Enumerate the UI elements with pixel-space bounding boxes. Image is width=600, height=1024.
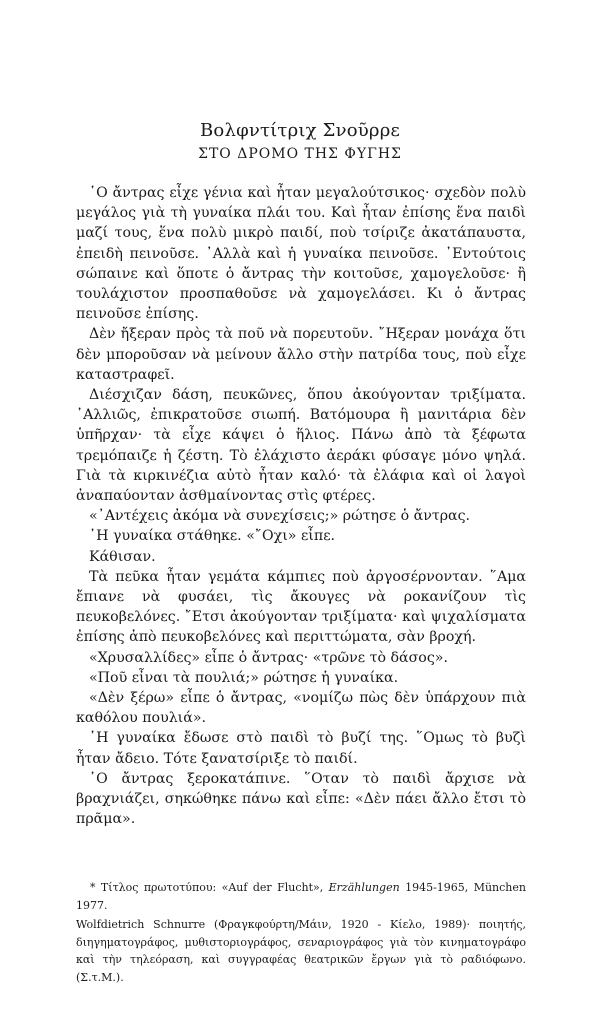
footnotes xyxy=(76,879,526,986)
paragraph: ῾Η γυναίκα ἔδωσε στὸ παιδὶ τὸ βυζί της. ῞Ομως τὸ βυζὶ ἦταν ἄδειο. Τότε ξανατσίριξε τὸ παιδί. xyxy=(76,730,526,767)
paragraph: «Δὲν ξέρω» εἶπε ὁ ἄντρας, «νομίζω πὼς δὲν ὑπάρχουν πιὰ καθόλου πουλιά». xyxy=(76,690,526,727)
paragraph: ῾Ο ἄντρας ξεροκατάπινε. ῞Οταν τὸ παιδὶ ἄρχισε νὰ βραχνιάζει, σηκώθηκε πάνω καὶ εἶπε: «Δὲν πάει ἄλλο ἔτσι τὸ πρᾶμα». xyxy=(76,770,526,828)
author-name: Βολφντίτριχ Σνοῦρρε xyxy=(200,120,400,141)
paragraph: ῾Ο ἄντρας εἶχε γένια καὶ ἦταν μεγαλούτσικος· σχεδὸν πολὺ μεγάλος γιὰ τὴ γυναίκα πλάι του. Καὶ ἦταν ἐπίσης ἕνα παιδὶ μαζί τους, ἕνα πολὺ μικρὸ παιδί, ποὺ τσίριζε ἀκατάπαυστα, ἐπειδὴ πεινοῦσε. ᾿Αλλὰ καὶ ἡ γυναίκα πεινοῦσε. ᾿Εντούτοις σώπαινε καὶ ὅποτε ὁ ἄντρας τὴν κοιτοῦσε, χαμογελοῦσε· ἢ τουλάχιστον προσπαθοῦσε νὰ χαμογελάσει. Κι ὁ ἄντρας πεινοῦσε ἐπίσης. xyxy=(76,185,526,323)
paragraph: Κάθισαν. xyxy=(89,548,156,565)
paragraph: Διέσχιζαν δάση, πευκῶνες, ὅπου ἀκούγονταν τριξίματα. ᾿Αλλιῶς, ἐπικρατοῦσε σιωπή. Βατόμουρα ἢ μανιτάρια δὲν ὑπῆρχαν· τὰ εἶχε κάψει ὁ ἥλιος. Πάνω ἀπὸ τὰ ξέφωτα τρεμόπαιζε ἡ ζέστη. Τὸ ἐλάχιστο ἀεράκι φύσαγε μόνο ψηλά. Γιὰ τὰ κιρκινέζια αὐτὸ ἦταν καλό· τὰ ἐλάφια καὶ οἱ λαγοὶ ἀναπαύονταν ἀσθμαίνοντας στὶς φτέρες. xyxy=(76,387,526,505)
footnote-text: 1945-1965, München 1977. xyxy=(76,881,526,912)
footnote-text: * Τίτλος πρωτοτύπου: «Auf der Flucht», xyxy=(90,881,329,894)
footnote-book-title: Erzählungen xyxy=(328,881,400,894)
story-text xyxy=(76,183,526,830)
paragraph: «᾿Αντέχεις ἀκόμα νὰ συνεχίσεις;» ρώτησε ὁ ἄντρας. xyxy=(89,508,471,525)
footnote-author-bio: Wolfdietrich Schnurre (Φραγκφούρτη/Μάιν, 1920 - Κίελο, 1989)· ποιητής, διηγηματογράφος, μυθιστοριογράφος, σεναριογράφος γιὰ τὸν κινηματογράφο καὶ τὴν τηλεόραση, καὶ συγγραφέας θεατρικῶν ἔργων γιὰ τὸ ραδιόφωνο. (Σ.τ.Μ.). xyxy=(76,918,526,984)
paragraph: Δὲν ἤξεραν πρὸς τὰ ποῦ νὰ πορευτοῦν. ῎Ηξεραν μονάχα ὅτι δὲν μποροῦσαν νὰ μείνουν ἄλλο στὴν πατρίδα τους, ποὺ εἶχε καταστραφεῖ. xyxy=(76,326,526,383)
paragraph: Τὰ πεῦκα ἦταν γεμάτα κάμπιες ποὺ ἀργοσέρνονταν. ῞Αμα ἔπιανε νὰ φυσάει, τὶς ἄκουγες νὰ ροκανίζουν τὶς πευκοβελόνες. ῎Ετσι ἀκούγονταν τριξίματα· καὶ ψιχαλίσματα ἐπίσης ἀπὸ πευκοβελόνες καὶ περιττώματα, σὰν βροχή. xyxy=(76,568,526,646)
paragraph: «Ποῦ εἶναι τὰ πουλιά;» ρώτησε ἡ γυναίκα. xyxy=(89,669,399,686)
footnote-original-title xyxy=(76,879,526,914)
paragraph: «Χρυσαλλίδες» εἶπε ὁ ἄντρας· «τρῶνε τὸ δάσος». xyxy=(89,649,448,666)
story-title: ΣΤΟ ΔΡΟΜΟ ΤΗΣ ΦΥΓΗΣ xyxy=(198,146,402,162)
paragraph: ῾Η γυναίκα στάθηκε. «῎Οχι» εἶπε. xyxy=(89,528,336,545)
